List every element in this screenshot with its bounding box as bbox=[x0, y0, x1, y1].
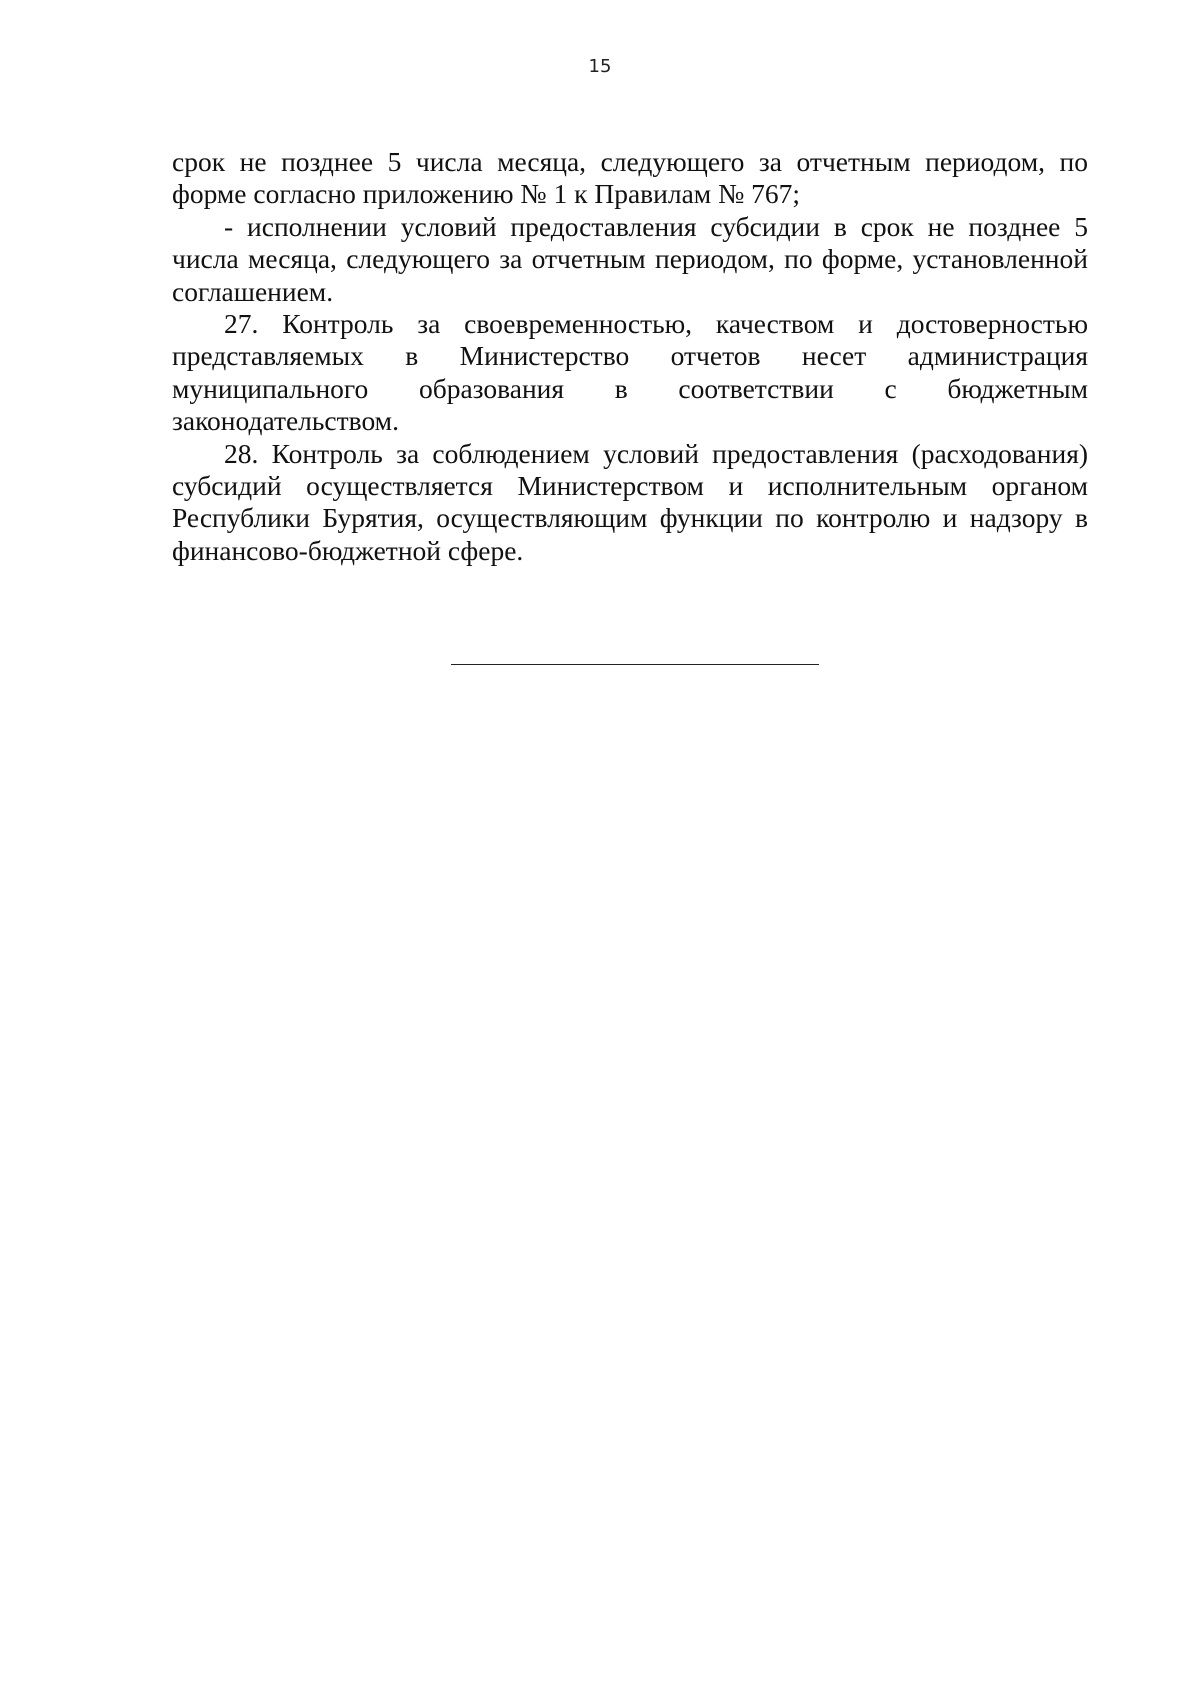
paragraph-28-compliance-control: 28. Контроль за соблюдением условий предоставления (расходования) субсидий осуществляется Министерством и исполнительным органом Республики Бурятия, осуществляющим функции по контролю и надзору в финансово-бюджетной сфере. bbox=[172, 437, 1088, 566]
page-number: 15 bbox=[588, 56, 612, 77]
end-separator-line bbox=[451, 664, 819, 665]
paragraph-27-report-control: 27. Контроль за своевременностью, качеством и достоверностью представляемых в Министерство отчетов несет администрация муниципального образования в соответствии с бюджетным законодательством. bbox=[172, 308, 1088, 437]
document-body bbox=[172, 146, 1088, 567]
paragraph-report-deadline: срок не позднее 5 числа месяца, следующего за отчетным периодом, по форме согласно приложению № 1 к Правилам № 767; bbox=[172, 146, 1088, 210]
paragraph-subsidy-conditions: - исполнении условий предоставления субсидии в срок не позднее 5 числа месяца, следующего за отчетным периодом, по форме, установленной соглашением. bbox=[172, 210, 1088, 307]
